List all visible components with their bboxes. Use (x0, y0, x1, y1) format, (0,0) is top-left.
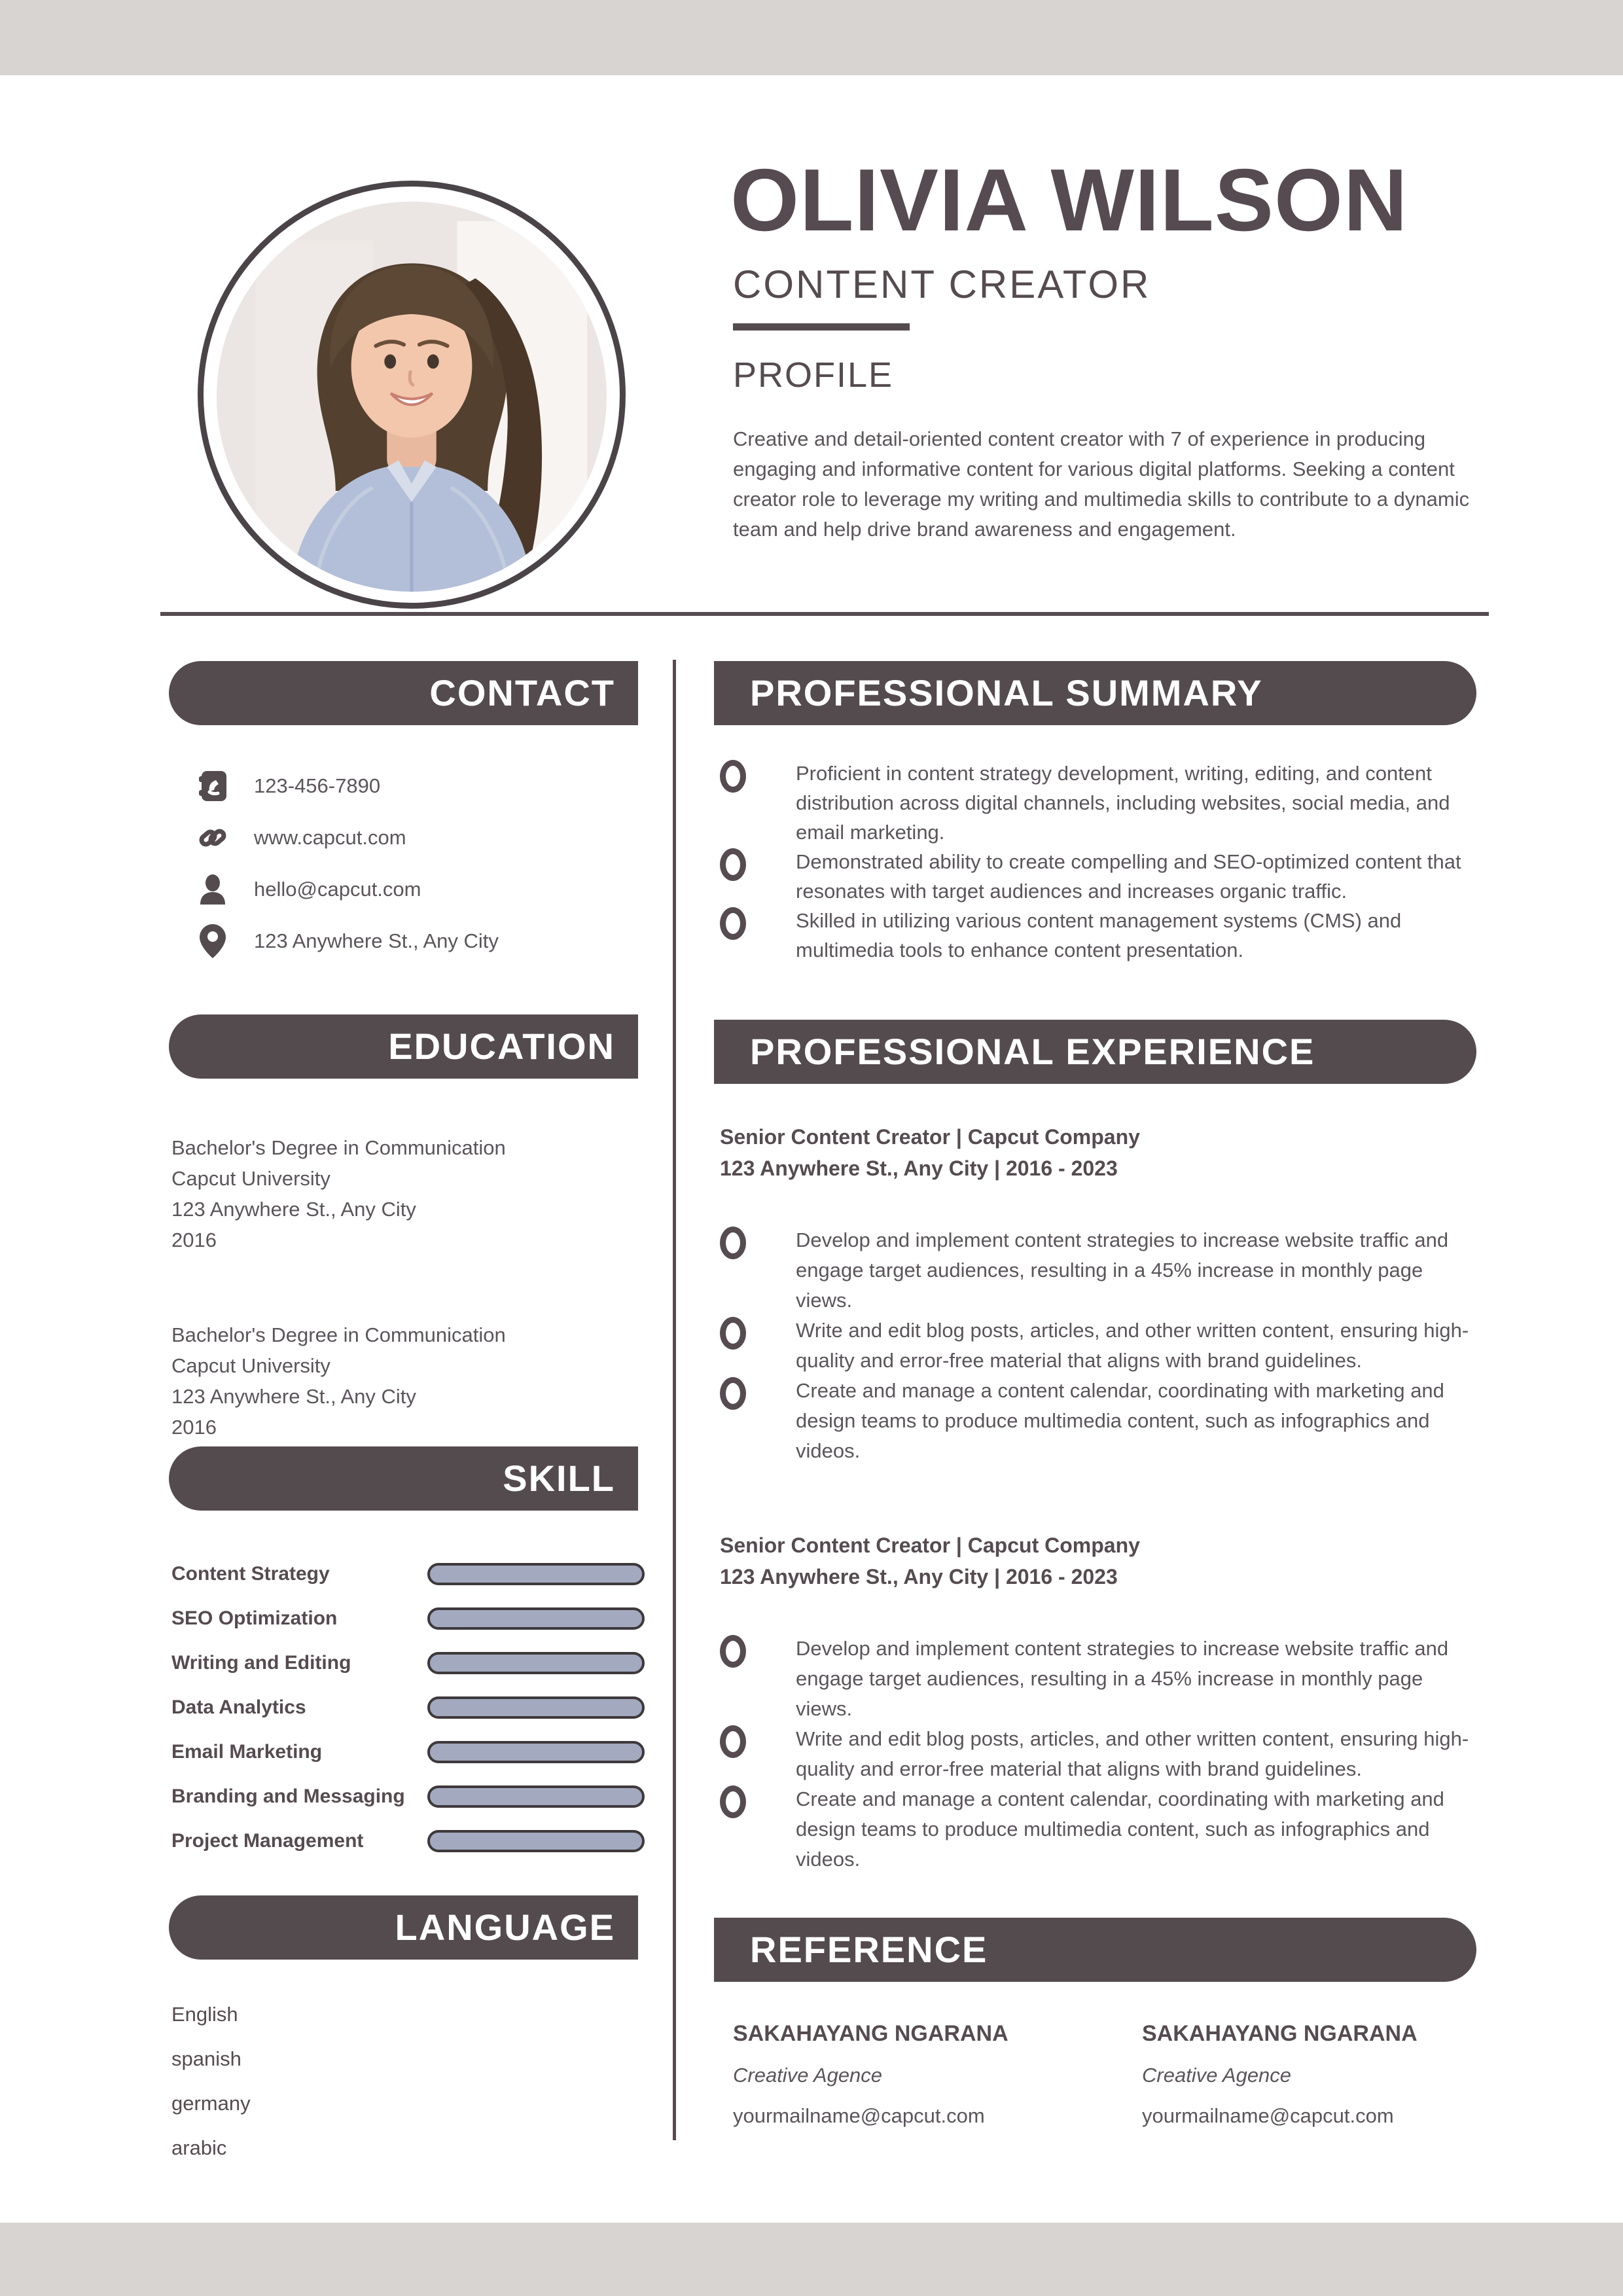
job-location-dates: 123 Anywhere St., Any City | 2016 - 2023 (720, 1565, 1118, 1588)
job-bullet-list (720, 1225, 1492, 1466)
language-item: spanish (171, 2047, 241, 2070)
language-item: English (171, 2003, 238, 2026)
skill-label: Data Analytics (171, 1696, 306, 1718)
phone-icon (196, 770, 229, 802)
person-name: OLIVIA WILSON (730, 151, 1408, 249)
profile-photo (217, 202, 607, 592)
language-section-heading: LANGUAGE (169, 1895, 638, 1960)
skill-label: Branding and Messaging (171, 1785, 405, 1807)
education-section-heading: EDUCATION (169, 1014, 638, 1079)
experience-job (720, 1530, 1492, 1874)
reference-name: SAKAHAYANG NGARANA (1142, 2021, 1418, 2046)
job-bullet (720, 1784, 1492, 1874)
circle-bullet-icon (720, 1317, 746, 1350)
reference-email: yourmailname@capcut.com (733, 2104, 985, 2127)
skill-row (171, 1596, 645, 1641)
contact-website: www.capcut.com (254, 825, 406, 849)
skill-progress-bar (427, 1696, 645, 1719)
profile-heading: PROFILE (733, 355, 894, 395)
contact-address: 123 Anywhere St., Any City (254, 929, 499, 952)
education-entry-line: 123 Anywhere St., Any City (171, 1385, 416, 1408)
job-bullet-text: Develop and implement content strategies to increase website traffic and engage target audiences, resulting in a 45% increase in monthly page views. (796, 1229, 1449, 1312)
summary-bullet-text: Proficient in content strategy development, writing, editing, and content distribution across digital channels, including websites, social media, and email marketing. (796, 762, 1450, 844)
skill-progress-bar (427, 1652, 645, 1674)
circle-bullet-icon (720, 1785, 746, 1818)
header-divider (733, 323, 910, 331)
job-bullet-list (720, 1634, 1492, 1874)
contact-row-website (196, 812, 641, 863)
language-item: arabic (171, 2136, 227, 2159)
reference-email: yourmailname@capcut.com (1142, 2104, 1394, 2127)
job-bullet (720, 1316, 1492, 1376)
circle-bullet-icon (720, 848, 746, 881)
reference-company: Creative Agence (1142, 2064, 1292, 2087)
circle-bullet-icon (720, 1377, 746, 1410)
bottom-decorative-band (0, 2223, 1623, 2296)
skill-row (171, 1552, 645, 1596)
column-divider (673, 660, 676, 2140)
skill-row (171, 1730, 645, 1774)
job-bullet (720, 1634, 1492, 1724)
experience-section-heading: PROFESSIONAL EXPERIENCE (714, 1020, 1476, 1084)
experience-job (720, 1121, 1492, 1466)
education-entry-line: 2016 (171, 1229, 217, 1251)
education-entry (171, 1319, 636, 1443)
link-icon (196, 821, 229, 854)
education-entry-line: Bachelor's Degree in Communication (171, 1323, 506, 1346)
job-bullet (720, 1724, 1492, 1784)
language-list (171, 1992, 251, 2170)
education-entry-line: 2016 (171, 1416, 217, 1439)
contact-row-phone (196, 760, 641, 812)
person-role: CONTENT CREATOR (733, 262, 1151, 306)
education-entry-line: Capcut University (171, 1167, 330, 1190)
skill-label: Email Marketing (171, 1741, 323, 1763)
person-icon (196, 873, 229, 906)
summary-bullet (720, 847, 1492, 906)
reference-company: Creative Agence (733, 2064, 883, 2087)
skill-progress-bar (427, 1607, 645, 1630)
reference-entry (1142, 2021, 1551, 2128)
skill-label: SEO Optimization (171, 1607, 338, 1629)
contact-row-email (196, 863, 641, 915)
summary-section-heading: PROFESSIONAL SUMMARY (714, 661, 1476, 725)
skill-progress-bar (427, 1563, 645, 1585)
job-bullet-text: Write and edit blog posts, articles, and other written content, ensuring high-quality and error-free material that aligns with brand guidelines. (796, 1727, 1469, 1780)
contact-list (196, 760, 641, 967)
skill-label: Content Strategy (171, 1563, 330, 1585)
avatar-illustration (217, 202, 607, 592)
job-bullet-text: Create and manage a content calendar, coordinating with marketing and design teams to produce multimedia content, such as infographics and videos. (796, 1379, 1444, 1462)
profile-summary-text: Creative and detail-oriented content creator with 7 of experience in producing engaging and informative content for various digital platforms. Seeking a content creator role to leverage my writing and multimedia skills to contribute to a dynamic team and help drive brand awareness and engagement. (733, 427, 1470, 541)
job-bullet-text: Develop and implement content strategies to increase website traffic and engage target audiences, resulting in a 45% increase in monthly page views. (796, 1637, 1449, 1720)
circle-bullet-icon (720, 1227, 746, 1259)
skill-progress-bar (427, 1830, 645, 1852)
job-bullet-text: Create and manage a content calendar, coordinating with marketing and design teams to produce multimedia content, such as infographics and videos. (796, 1787, 1444, 1871)
skill-progress-bar (427, 1785, 645, 1808)
contact-phone: 123-456-7890 (254, 774, 381, 797)
summary-bullet-text: Demonstrated ability to create compelling and SEO-optimized content that resonates with target audiences and increases organic traffic. (796, 850, 1461, 903)
skill-label: Writing and Editing (171, 1652, 351, 1674)
education-entry-line: Capcut University (171, 1354, 330, 1377)
skill-row (171, 1685, 645, 1730)
contact-section-heading: CONTACT (169, 661, 638, 725)
reference-list (733, 2021, 1492, 2128)
skill-row (171, 1774, 645, 1819)
contact-row-address (196, 915, 641, 967)
job-bullet-text: Write and edit blog posts, articles, and other written content, ensuring high-quality and error-free material that aligns with brand guidelines. (796, 1319, 1469, 1372)
summary-bullet-text: Skilled in utilizing various content management systems (CMS) and multimedia tools to enhance content presentation. (796, 909, 1402, 961)
skill-label: Project Management (171, 1830, 364, 1852)
education-entry-line: 123 Anywhere St., Any City (171, 1198, 416, 1221)
education-entry-line: Bachelor's Degree in Communication (171, 1136, 506, 1159)
education-list (171, 1132, 636, 1443)
skill-section-heading: SKILL (169, 1446, 638, 1511)
summary-bullet-list (720, 759, 1492, 965)
summary-bullet (720, 759, 1492, 847)
skill-row (171, 1819, 645, 1863)
job-location-dates: 123 Anywhere St., Any City | 2016 - 2023 (720, 1157, 1118, 1180)
circle-bullet-icon (720, 1725, 746, 1758)
skill-progress-bar (427, 1741, 645, 1763)
location-icon (196, 925, 229, 958)
skill-row (171, 1641, 645, 1685)
education-entry (171, 1132, 636, 1255)
contact-email: hello@capcut.com (254, 877, 421, 901)
main-horizontal-divider (160, 612, 1489, 616)
job-title: Senior Content Creator | Capcut Company (720, 1125, 1140, 1149)
circle-bullet-icon (720, 760, 746, 793)
job-bullet (720, 1225, 1492, 1316)
reference-entry (733, 2021, 1142, 2128)
reference-name: SAKAHAYANG NGARANA (733, 2021, 1008, 2046)
top-decorative-band (0, 0, 1623, 75)
summary-bullet (720, 906, 1492, 965)
job-title: Senior Content Creator | Capcut Company (720, 1534, 1140, 1557)
circle-bullet-icon (720, 907, 746, 940)
job-bullet (720, 1376, 1492, 1466)
language-item: germany (171, 2092, 251, 2115)
skill-list (171, 1552, 645, 1863)
reference-section-heading: REFERENCE (714, 1918, 1476, 1982)
circle-bullet-icon (720, 1635, 746, 1668)
